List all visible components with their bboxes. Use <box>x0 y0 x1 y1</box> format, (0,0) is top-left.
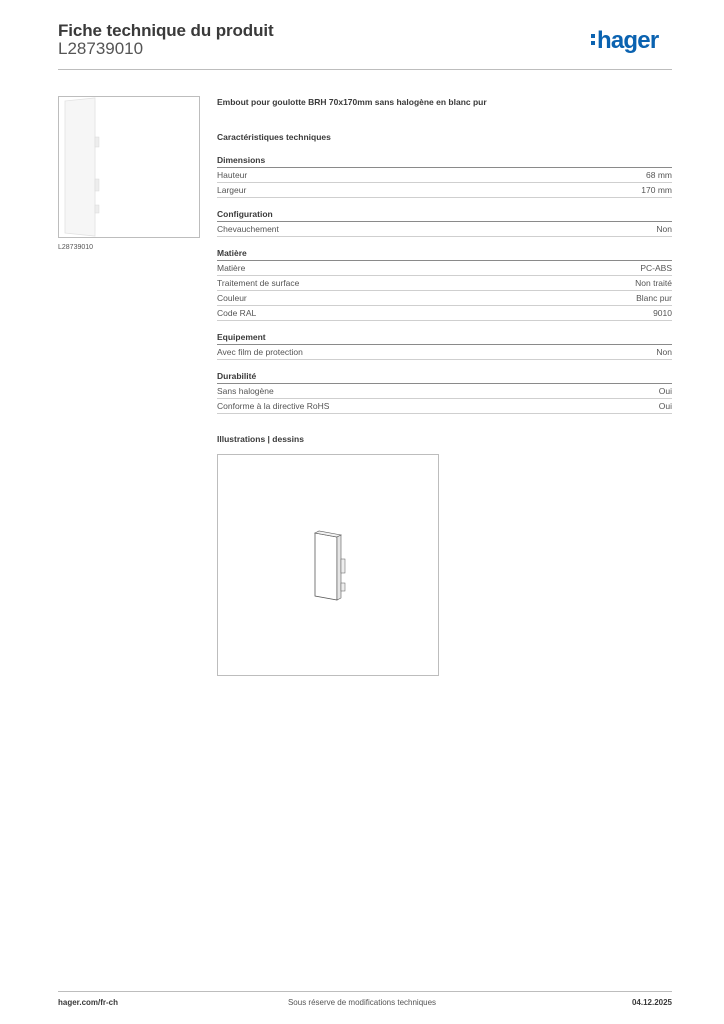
section-dimensions <box>217 154 672 198</box>
header-divider <box>58 69 672 70</box>
section-title: Durabilité <box>217 370 672 384</box>
footer-divider <box>58 991 672 992</box>
tech-heading: Caractéristiques techniques <box>217 132 331 142</box>
spec-label: Conforme à la directive RoHS <box>217 401 330 411</box>
spec-value: Oui <box>658 386 672 396</box>
spec-row <box>217 276 672 291</box>
spec-value: Non traité <box>635 278 672 288</box>
spec-row <box>217 399 672 414</box>
section-title: Equipement <box>217 331 672 345</box>
spec-row <box>217 306 672 321</box>
illustration-drawing <box>217 454 439 676</box>
section-configuration <box>217 208 672 237</box>
spec-row <box>217 345 672 360</box>
spec-value: Oui <box>658 401 672 411</box>
section-durabilite <box>217 370 672 414</box>
end-cap-drawing-icon <box>218 455 438 675</box>
spec-label: Largeur <box>217 185 247 195</box>
spec-label: Couleur <box>217 293 247 303</box>
spec-row <box>217 384 672 399</box>
spec-row <box>217 261 672 276</box>
spec-label: Hauteur <box>217 170 248 180</box>
spec-label: Traitement de surface <box>217 278 300 288</box>
spec-content <box>217 95 672 414</box>
product-description: Embout pour goulotte BRH 70x170mm sans halogène en blanc pur <box>217 97 487 107</box>
logo-text: hager <box>597 27 659 54</box>
section-equipement <box>217 331 672 360</box>
spec-label: Sans halogène <box>217 386 274 396</box>
spec-value: PC-ABS <box>640 263 672 273</box>
page-title: Fiche technique du produit <box>58 21 274 40</box>
spec-value: 170 mm <box>641 185 672 195</box>
hager-logo[interactable] <box>591 27 658 55</box>
footer-website-link[interactable]: hager.com/fr-ch <box>58 998 119 1007</box>
spec-value: 9010 <box>653 308 672 318</box>
spec-value: Non <box>656 224 672 234</box>
spec-label: Chevauchement <box>217 224 279 234</box>
spec-row <box>217 222 672 237</box>
section-title: Dimensions <box>217 154 672 168</box>
section-title: Matière <box>217 247 672 261</box>
spec-row <box>217 183 672 198</box>
product-photo <box>58 96 200 238</box>
spec-row <box>217 291 672 306</box>
spec-value: 68 mm <box>646 170 672 180</box>
spec-label: Code RAL <box>217 308 257 318</box>
footer-disclaimer: Sous réserve de modifications techniques <box>287 998 437 1007</box>
spec-row <box>217 168 672 183</box>
illustrations-heading: Illustrations | dessins <box>217 434 304 444</box>
spec-value: Blanc pur <box>636 293 672 303</box>
logo-dots-icon <box>591 34 595 48</box>
section-title: Configuration <box>217 208 672 222</box>
photo-caption: L28739010 <box>58 244 94 251</box>
spec-label: Avec film de protection <box>217 347 303 357</box>
spec-value: Non <box>656 347 672 357</box>
footer-date: 04.12.2025 <box>631 998 672 1007</box>
end-cap-photo-icon <box>59 97 199 237</box>
spec-label: Matière <box>217 263 246 273</box>
product-reference: L28739010 <box>58 39 144 58</box>
section-matiere <box>217 247 672 321</box>
